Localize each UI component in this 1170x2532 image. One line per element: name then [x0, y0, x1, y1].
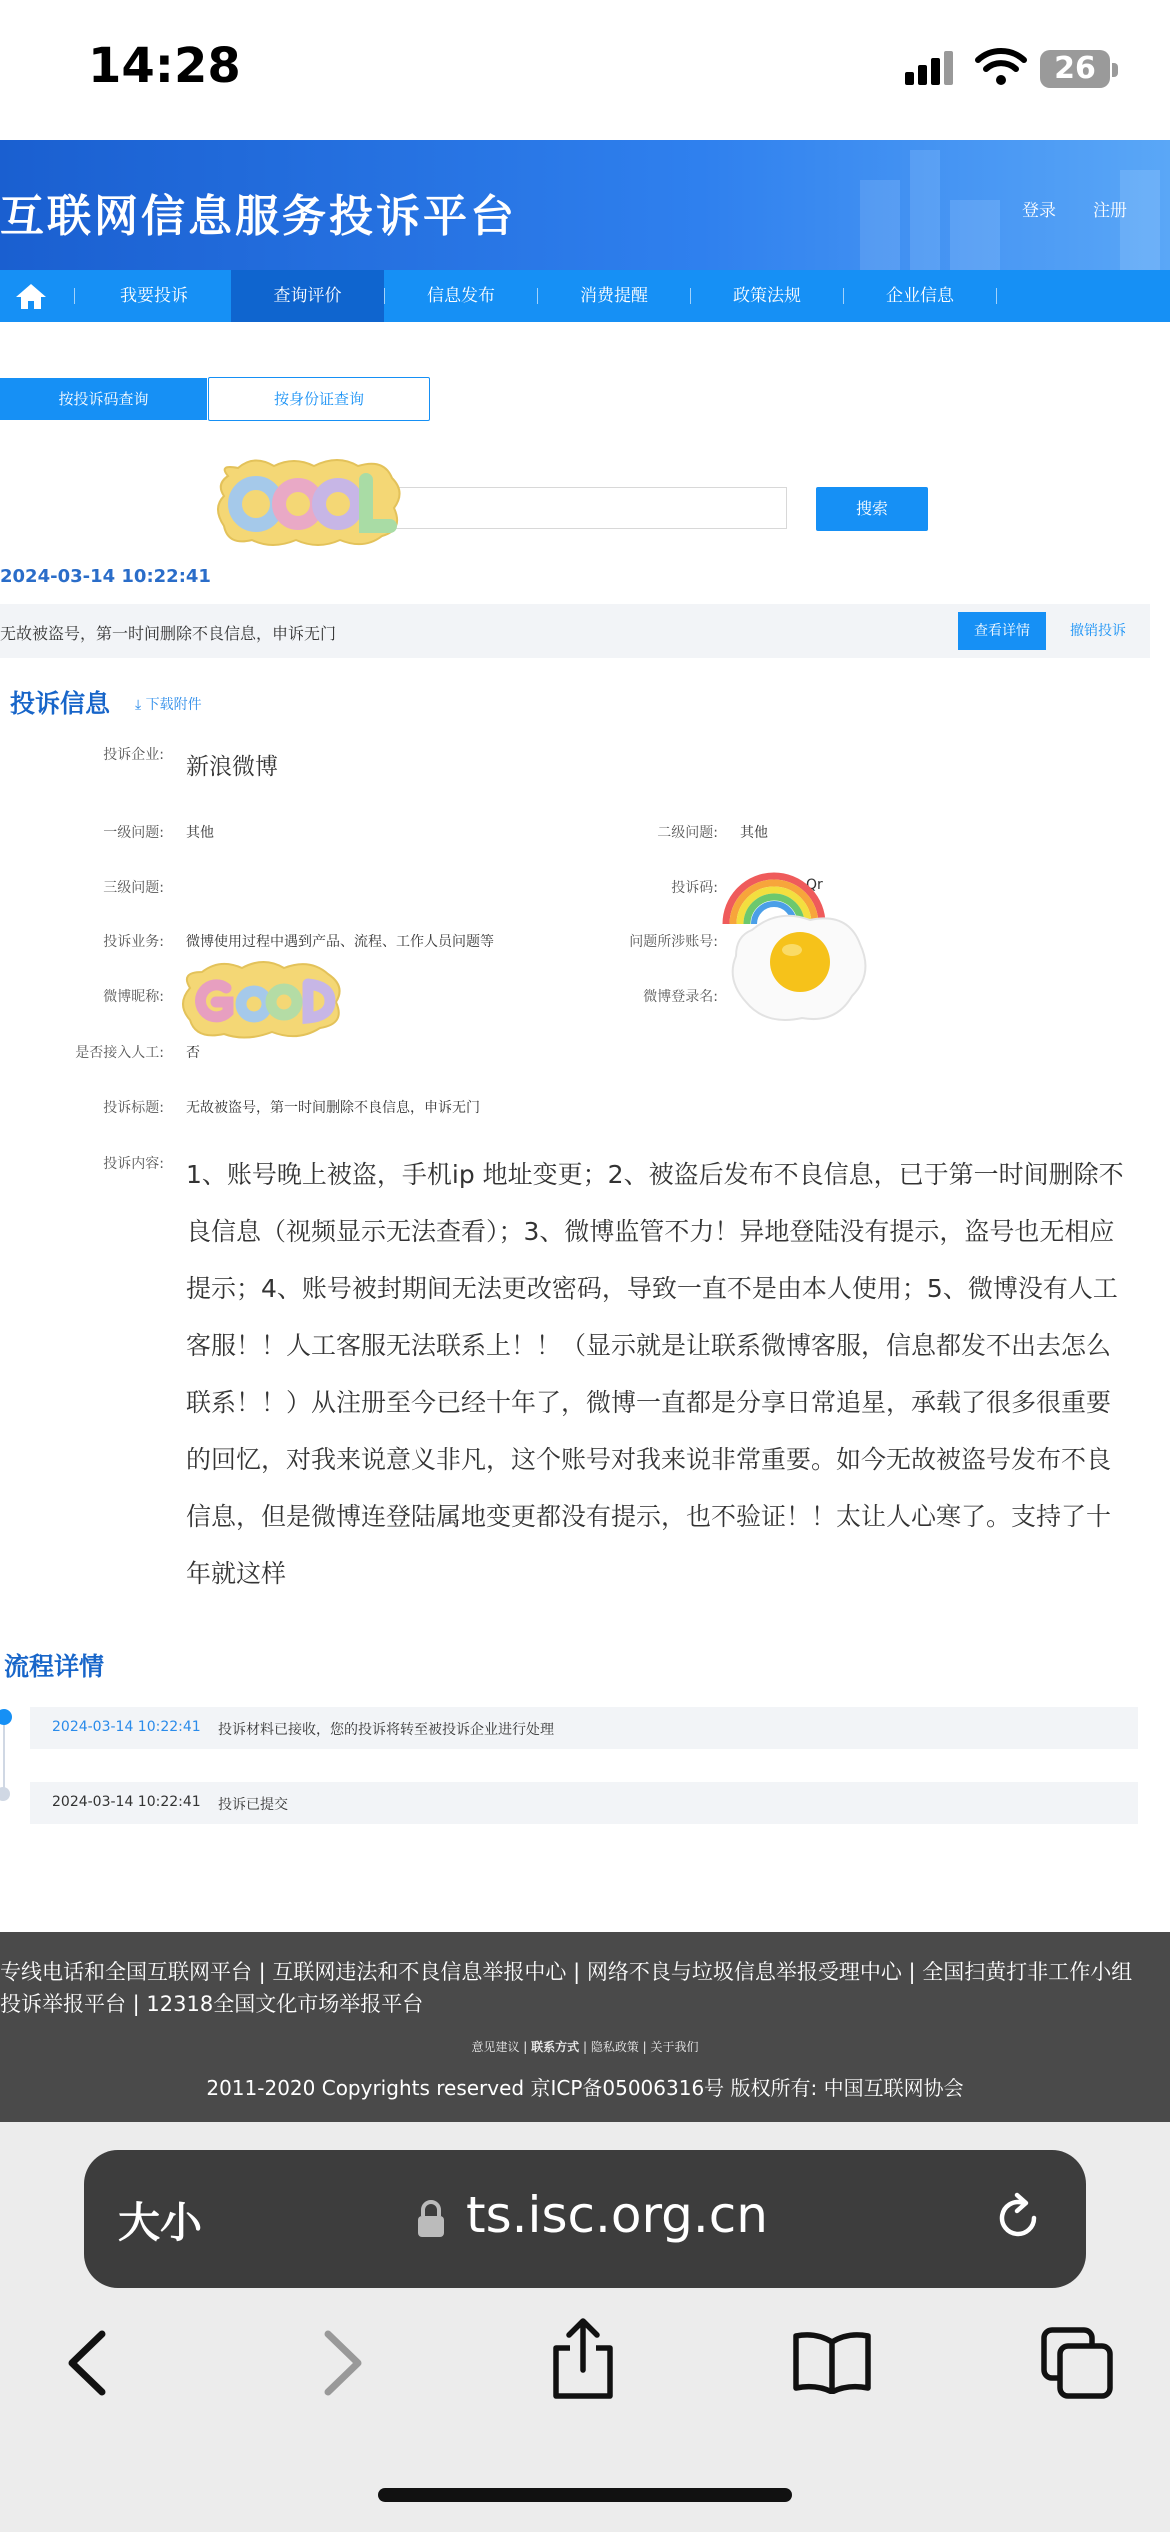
site-header — [0, 140, 1170, 270]
label-title: 投诉标题: — [103, 1100, 164, 1116]
record-row — [0, 604, 1150, 658]
bookmarks-icon[interactable] — [792, 2330, 872, 2394]
search-button[interactable]: 搜索 — [816, 487, 928, 531]
site-footer — [0, 1932, 1170, 2122]
battery-icon — [1040, 50, 1110, 88]
value-level1: 其他 — [186, 825, 214, 841]
record-date: 2024-03-14 10:22:41 — [0, 566, 211, 587]
value-business: 微博使用过程中遇到产品、流程、工作人员问题等 — [186, 934, 494, 950]
complaint-info-heading: 投诉信息 — [10, 689, 111, 718]
label-company: 投诉企业: — [103, 747, 164, 763]
status-time: 14:28 — [88, 38, 241, 94]
label-level2: 二级问题: — [657, 825, 718, 841]
label-login-name: 微博登录名: — [643, 989, 718, 1005]
label-business: 投诉业务: — [103, 934, 164, 950]
view-detail-button[interactable]: 查看详情 — [958, 612, 1046, 650]
footer-link-contact[interactable]: 联系方式 — [531, 2040, 580, 2054]
cellular-signal-icon — [905, 50, 957, 86]
nav-item-consumer-alert[interactable]: 消费提醒 — [580, 286, 648, 306]
lock-icon — [416, 2199, 446, 2239]
step-text: 投诉材料已接收，您的投诉将转至被投诉企业进行处理 — [218, 1722, 554, 1738]
footer-links[interactable]: 专线电话和全国互联网平台 | 互联网违法和不良信息举报中心 | 网络不良与垃圾信息举报受理中心 | 全国扫黄打非工作小组 — [0, 1960, 1133, 1984]
process-step — [30, 1707, 1138, 1749]
value-title: 无故被盗号，第一时间删除不良信息，申诉无门 — [186, 1100, 480, 1116]
url-text[interactable]: ts.isc.org.cn — [466, 2186, 768, 2244]
label-content: 投诉内容: — [103, 1156, 164, 1172]
download-icon: ⤓ — [135, 697, 146, 713]
good-sticker-icon — [180, 958, 344, 1042]
label-manual-service: 是否接入人工: — [75, 1045, 164, 1061]
login-link[interactable]: 登录 — [1022, 201, 1056, 221]
value-level2: 其他 — [740, 825, 768, 841]
timeline-dot-active — [0, 1709, 12, 1725]
timeline-line — [3, 1716, 5, 1796]
process-heading: 流程详情 — [4, 1652, 105, 1681]
download-label: 下载附件 — [145, 697, 202, 713]
value-manual-service: 否 — [186, 1045, 200, 1061]
nav-item-publish[interactable]: 信息发布 — [427, 286, 495, 306]
text-size-button[interactable]: 大小 — [118, 2198, 203, 2247]
home-icon[interactable] — [14, 282, 48, 310]
footer-links[interactable]: 投诉举报平台 | 12318全国文化市场举报平台 — [0, 1992, 424, 2016]
step-time: 2024-03-14 10:22:41 — [52, 1719, 201, 1735]
label-level3: 三级问题: — [103, 880, 164, 896]
battery-level: 26 — [1054, 51, 1096, 86]
nav-item-company-info[interactable]: 企业信息 — [886, 286, 954, 306]
download-attachment-link[interactable] — [135, 694, 202, 714]
step-time: 2024-03-14 10:22:41 — [52, 1794, 201, 1810]
reload-icon[interactable] — [990, 2190, 1046, 2246]
share-icon[interactable] — [550, 2318, 616, 2400]
process-step — [30, 1782, 1138, 1824]
label-nickname: 微博昵称: — [103, 989, 164, 1005]
value-code: Qr — [806, 877, 823, 893]
register-link[interactable]: 注册 — [1093, 201, 1127, 221]
cool-sticker-icon — [214, 456, 404, 550]
label-level1: 一级问题: — [103, 825, 164, 841]
nav-item-query[interactable]: 查询评价 — [231, 270, 384, 322]
record-title: 无故被盗号，第一时间删除不良信息，申诉无门 — [0, 624, 337, 643]
main-nav — [0, 270, 1170, 322]
footer-link-about[interactable]: 关于我们 — [650, 2040, 699, 2054]
footer-link-feedback[interactable]: 意见建议 — [471, 2040, 520, 2054]
value-company: 新浪微博 — [186, 754, 278, 780]
nav-item-complain[interactable]: 我要投诉 — [120, 286, 188, 306]
footer-link-privacy[interactable]: 隐私政策 — [590, 2040, 639, 2054]
forward-icon[interactable] — [318, 2330, 368, 2396]
label-account: 问题所涉账号: — [629, 934, 718, 950]
fried-egg-sticker-icon — [718, 868, 872, 1028]
tabs-icon[interactable] — [1040, 2326, 1114, 2400]
footer-copyright: 2011-2020 Copyrights reserved 京ICP备05006316号 版权所有: 中国互联网协会 — [206, 2076, 964, 2100]
back-icon[interactable] — [62, 2330, 112, 2396]
tab-query-by-code[interactable]: 按投诉码查询 — [0, 378, 207, 420]
timeline-dot — [0, 1787, 10, 1801]
value-content: 1、账号晚上被盗，手机ip 地址变更；2、被盗后发布不良信息，已于第一时间删除不良信息（视频显示无法查看）；3、微博监管不力！异地登陆没有提示，盗号也无相应提示；4、账号被封期间无法更改密码，导致一直不是由本人使用；5、微博没有人工客服！！人工客服无法联系上！！（显示就是让联系微博客服，信息都发不出去怎么联系！！）从注册至今已经十年了，微博一直都是分享日常追星，承载了很多很重要的回忆，对我来说意义非凡，这个账号对我来说非常重要。如今无故被盗号发布不良信息，但是微博连登陆属地变更都没有提示，也不验证！！太让人心寒了。支持了十年就这样 — [186, 1160, 1124, 1588]
label-code: 投诉码: — [671, 880, 718, 896]
tab-query-by-id[interactable]: 按身份证查询 — [208, 377, 430, 421]
footer-small-links: 意见建议 | 联系方式 | 隐私政策 | 关于我们 — [471, 2040, 699, 2054]
battery-tip — [1112, 63, 1118, 77]
nav-item-policy[interactable]: 政策法规 — [733, 286, 801, 306]
home-indicator — [378, 2488, 792, 2502]
step-text: 投诉已提交 — [218, 1797, 288, 1813]
revoke-complaint-button[interactable]: 撤销投诉 — [1070, 623, 1126, 639]
site-title: 互联网信息服务投诉平台 — [0, 191, 517, 242]
wifi-icon — [975, 46, 1027, 86]
